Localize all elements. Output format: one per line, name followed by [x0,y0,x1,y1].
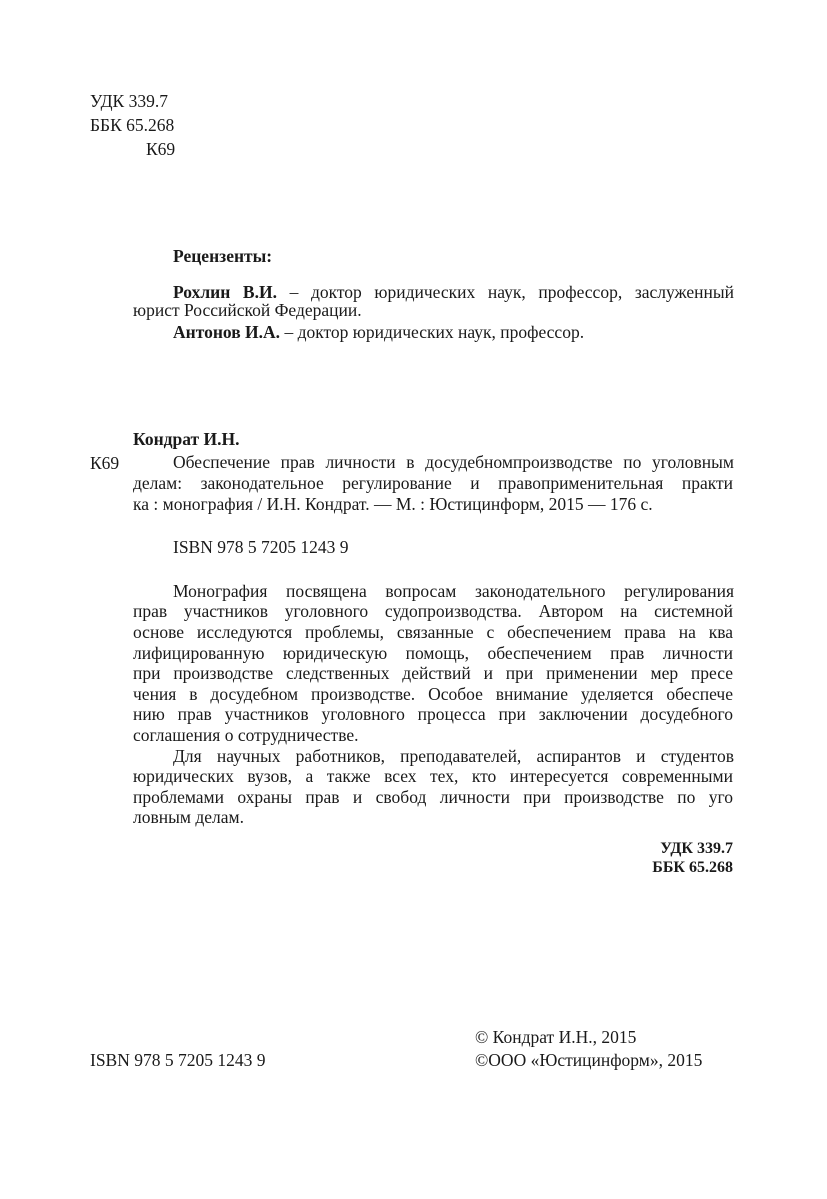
annotation-p2-line-4: ловным делам. [133,807,244,827]
bibliography-author: Кондрат И.Н. [133,429,240,449]
annotation-p1-line-1: Монография посвящена вопросам законодательного регулирования [173,581,734,601]
reviewer-2-description: – доктор юридических наук, профессор. [280,322,585,342]
annotation-p2-line-1: Для научных работников, преподавателей, аспирантов и студентов [173,746,734,766]
bibliography-line-2: делам: законодательное регулирование и правоприменительная практи [133,473,733,493]
reviewer-2 [173,320,584,344]
reviewer-2-name: Антонов И.А. [173,322,281,342]
reviewer-1-name: Рохлин В.И. [173,282,277,302]
author-sign: К69 [146,139,176,159]
annotation-p2-line-2: юридических вузов, а также всех тех, кто интересуется современными [133,766,733,786]
annotation-p1-line-8: соглашения о сотрудничестве. [133,725,359,745]
footer-bbk-code: ББК 65.268 [652,859,733,876]
annotation-p2-line-3: проблемами охраны прав и свобод личности при производстве по уго [133,787,733,807]
reviewers-heading: Рецензенты: [173,246,273,266]
reviewer-1-description: – доктор юридических наук, профессор, заслуженный [276,282,734,302]
annotation-p1-line-7: нию прав участников уголовного процесса при заключении досудебного [133,704,733,724]
bibliography-isbn: ISBN 978 5 7205 1243 9 [173,537,349,557]
copyright-author: © Кондрат И.Н., 2015 [475,1027,637,1047]
bbk-code: ББК 65.268 [90,115,175,135]
annotation-p1-line-2: прав участников уголовного судопроизводства. Автором на системной [133,601,733,621]
bibliography-line-1: Обеспечение прав личности в досудебномпроизводстве по уголовным [173,452,734,472]
reviewer-1-line-2: юрист Российской Федерации. [133,300,362,320]
copyright-publisher: ©ООО «Юстицинформ», 2015 [475,1050,703,1070]
copyright-isbn: ISBN 978 5 7205 1243 9 [90,1050,266,1070]
bibliography-sign: К69 [90,453,120,473]
footer-udk-code: УДК 339.7 [660,840,733,857]
annotation-p1-line-6: чения в досудебном производстве. Особое внимание уделяется обеспече [133,684,733,704]
udk-code: УДК 339.7 [90,91,168,111]
bibliography-line-3: ка : монография / И.Н. Кондрат. — М. : Юстицинформ, 2015 — 176 с. [133,494,653,514]
annotation-p1-line-5: при производстве следственных действий и при применении мер пресе [133,663,733,683]
annotation-p1-line-4: лифицированную юридическую помощь, обеспечением прав личности [133,643,733,663]
annotation-p1-line-3: основе исследуются проблемы, связанные с обеспечением права на ква [133,622,733,642]
